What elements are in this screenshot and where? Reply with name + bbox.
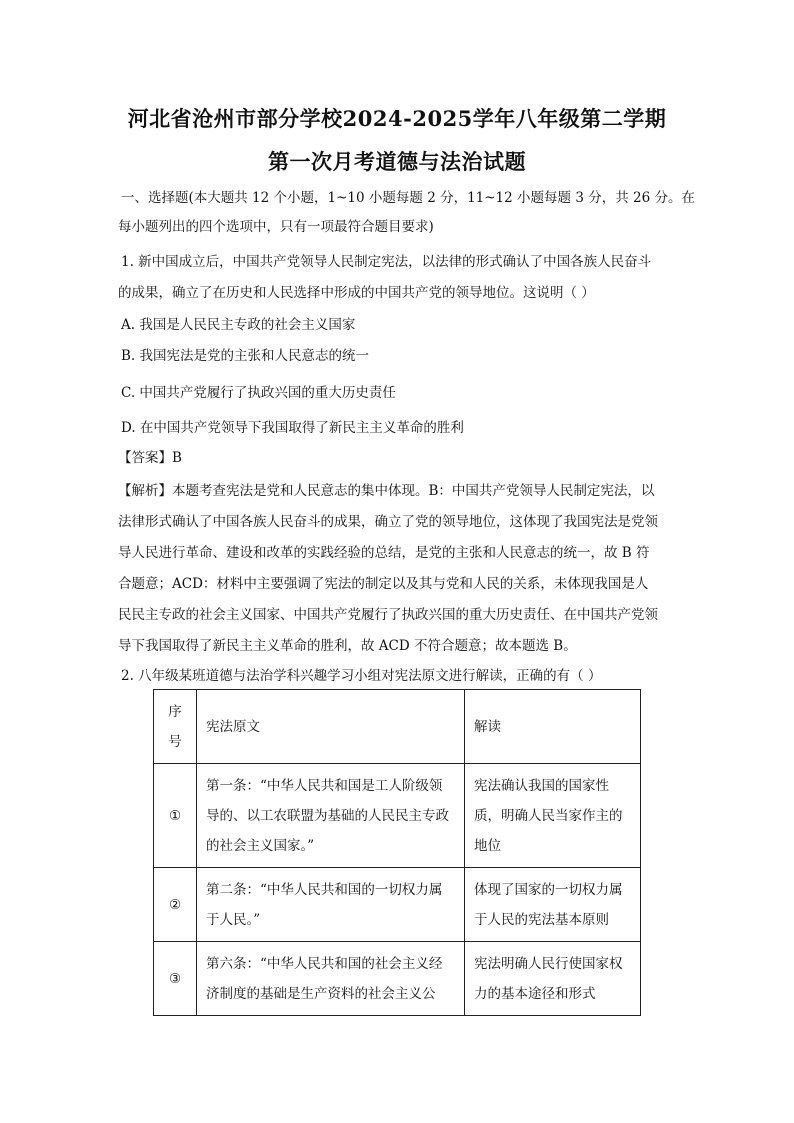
table-row	[154, 868, 641, 942]
header-number: 序号	[154, 690, 197, 764]
document-title-line2: 第一次月考道德与法治试题	[268, 149, 526, 174]
q1-analysis-line: 合题意；ACD：材料中主要强调了宪法的制定以及其与党和人民的关系，未体现我国是人	[118, 576, 649, 592]
row-text: 第二条：“中华人民共和国的一切权力属于人民。”	[197, 868, 465, 942]
header-text: 宪法原文	[197, 690, 465, 764]
section-instruction-line2: 每小题列出的四个选项中，只有一项最符合题目要求)	[118, 219, 434, 235]
q2-stem: 2. 八年级某班道德与法治学科兴趣学习小组对宪法原文进行解读，正确的有（ ）	[121, 668, 602, 684]
row-note: 宪法确认我国的国家性质，明确人民当家作主的地位	[465, 764, 641, 868]
row-text: 第一条：“中华人民共和国是工人阶级领导的、以工农联盟为基础的人民民主专政的社会主义国家。”	[197, 764, 465, 868]
q1-option-a: A. 我国是人民民主专政的社会主义国家	[121, 317, 356, 333]
q1-stem-line1: 1. 新中国成立后，中国共产党领导人民制定宪法，以法律的形式确认了中国各族人民奋斗	[121, 254, 652, 270]
q1-stem-line2: 的成果，确立了在历史和人民选择中形成的中国共产党的领导地位。这说明（ ）	[118, 285, 595, 301]
q1-option-c: C. 中国共产党履行了执政兴国的重大历史责任	[121, 385, 396, 401]
section-instruction-line1: 一、选择题(本大题共 12 个小题，1~10 小题每题 2 分，11~12 小题每题 3 分，共 26 分。在	[121, 190, 695, 206]
table-row	[154, 942, 641, 1016]
row-note: 宪法明确人民行使国家权力的基本途径和形式	[465, 942, 641, 1016]
q1-option-b: B. 我国宪法是党的主张和人民意志的统一	[121, 348, 370, 364]
q1-analysis-line: 导下我国取得了新民主主义革命的胜利，故 ACD 不符合题意；故本题选 B。	[118, 638, 577, 654]
header-note: 解读	[465, 690, 641, 764]
q1-analysis-line: 导人民进行革命、建设和改革的实践经验的总结，是党的主张和人民意志的统一，故 B 符	[118, 545, 650, 561]
row-note: 体现了国家的一切权力属于人民的宪法基本原则	[465, 868, 641, 942]
table-row	[154, 764, 641, 868]
q1-answer: 【答案】B	[118, 450, 182, 466]
document-title-line1: 河北省沧州市部分学校2024-2025学年八年级第二学期	[127, 106, 667, 131]
row-number: ①	[154, 764, 197, 868]
constitution-table	[153, 689, 641, 1016]
q1-analysis-line: 【解析】本题考查宪法是党和人民意志的集中体现。B：中国共产党领导人民制定宪法，以	[118, 483, 655, 499]
row-text: 第六条：“中华人民共和国的社会主义经济制度的基础是生产资料的社会主义公	[197, 942, 465, 1016]
q1-analysis-line: 民民主专政的社会主义国家、中国共产党履行了执政兴国的重大历史责任、在中国共产党领	[118, 607, 658, 623]
q1-option-d: D. 在中国共产党领导下我国取得了新民主主义革命的胜利	[121, 420, 464, 436]
q1-analysis-line: 法律形式确认了中国各族人民奋斗的成果，确立了党的领导地位，这体现了我国宪法是党领	[118, 514, 658, 530]
table-header-row	[154, 690, 641, 764]
row-number: ②	[154, 868, 197, 942]
row-number: ③	[154, 942, 197, 1016]
